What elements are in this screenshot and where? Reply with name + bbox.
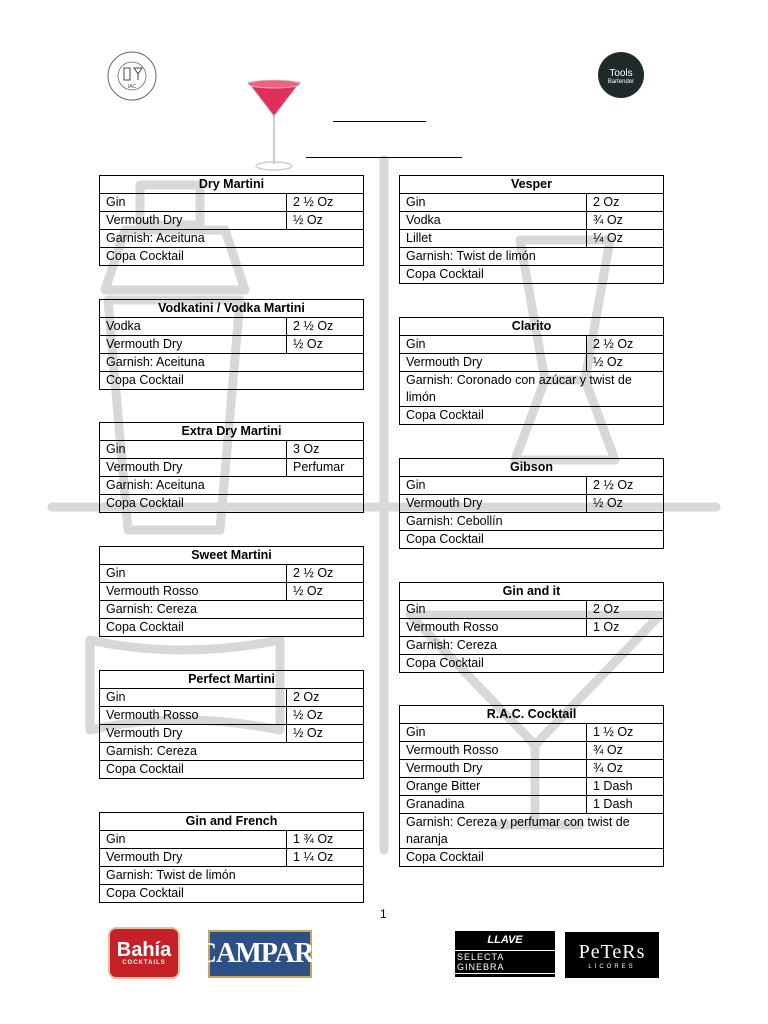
glassware: Copa Cocktail bbox=[400, 407, 664, 425]
recipe-title: Dry Martini bbox=[100, 176, 364, 194]
title-line-1 bbox=[333, 121, 426, 122]
garnish: Garnish: Cereza y perfumar con twist de naranja bbox=[400, 814, 664, 849]
recipe-gin-and-french bbox=[99, 812, 364, 903]
ingredient: Vermouth Rosso bbox=[400, 619, 587, 637]
recipe-title: Vesper bbox=[400, 176, 664, 194]
ingredient: Gin bbox=[100, 565, 287, 583]
garnish: Garnish: Cebollín bbox=[400, 513, 664, 531]
llave-subtext: SELECTA GINEBRA bbox=[455, 950, 555, 974]
amount: 2 Oz bbox=[587, 601, 664, 619]
garnish: Garnish: Twist de limón bbox=[100, 867, 364, 885]
ingredient: Vermouth Dry bbox=[400, 354, 587, 372]
ingredient: Vermouth Dry bbox=[100, 212, 287, 230]
bahia-subtext: COCKTAILS bbox=[122, 960, 166, 966]
ingredient: Orange Bitter bbox=[400, 778, 587, 796]
bahia-logo bbox=[108, 927, 180, 979]
amount: ½ Oz bbox=[287, 707, 364, 725]
peters-text: PeTeRs bbox=[578, 940, 646, 963]
amount: Perfumar bbox=[287, 459, 364, 477]
recipe-title: Vodkatini / Vodka Martini bbox=[100, 300, 364, 318]
recipe-extra-dry-martini bbox=[99, 422, 364, 513]
recipe-dry-martini bbox=[99, 175, 364, 266]
amount: 1 ¾ Oz bbox=[287, 831, 364, 849]
peters-subtext: LICORES bbox=[588, 963, 636, 970]
ingredient: Vermouth Rosso bbox=[100, 583, 287, 601]
amount: ½ Oz bbox=[287, 212, 364, 230]
amount: 1 Oz bbox=[587, 619, 664, 637]
garnish: Garnish: Cereza bbox=[100, 601, 364, 619]
amount: 3 Oz bbox=[287, 441, 364, 459]
bahia-text: Bahía bbox=[116, 939, 172, 961]
amount: ¾ Oz bbox=[587, 742, 664, 760]
amount: ½ Oz bbox=[287, 336, 364, 354]
tools-bartender-logo bbox=[598, 52, 644, 98]
page-number: 1 bbox=[380, 907, 387, 921]
recipe-title: Clarito bbox=[400, 318, 664, 336]
llave-logo bbox=[455, 931, 555, 977]
garnish: Garnish: Aceituna bbox=[100, 354, 364, 372]
recipe-gin-and-it bbox=[399, 582, 664, 673]
ingredient: Vodka bbox=[100, 318, 287, 336]
instituto-argentino-logo bbox=[104, 48, 160, 104]
garnish: Garnish: Twist de limón bbox=[400, 248, 664, 266]
garnish: Garnish: Cereza bbox=[100, 743, 364, 761]
recipe-perfect-martini bbox=[99, 670, 364, 779]
glassware: Copa Cocktail bbox=[100, 885, 364, 903]
amount: 2 ½ Oz bbox=[587, 477, 664, 495]
recipe-rac-cocktail bbox=[399, 705, 664, 867]
recipe-sweet-martini bbox=[99, 546, 364, 637]
amount: 2 Oz bbox=[587, 194, 664, 212]
garnish: Garnish: Aceituna bbox=[100, 477, 364, 495]
svg-text:IAC: IAC bbox=[127, 84, 137, 90]
recipe-title: Gin and French bbox=[100, 813, 364, 831]
amount: 1 ¼ Oz bbox=[287, 849, 364, 867]
ingredient: Vermouth Dry bbox=[100, 849, 287, 867]
ingredient: Vermouth Rosso bbox=[100, 707, 287, 725]
ingredient: Gin bbox=[100, 194, 287, 212]
glassware: Copa Cocktail bbox=[400, 849, 664, 867]
amount: 2 ½ Oz bbox=[287, 565, 364, 583]
glassware: Copa Cocktail bbox=[100, 619, 364, 637]
recipe-title: Gin and it bbox=[400, 583, 664, 601]
glassware: Copa Cocktail bbox=[100, 495, 364, 513]
amount: 1 Dash bbox=[587, 778, 664, 796]
title-line-2 bbox=[306, 157, 462, 158]
glassware: Copa Cocktail bbox=[400, 266, 664, 284]
glassware: Copa Cocktail bbox=[100, 372, 364, 390]
amount: 1 ½ Oz bbox=[587, 724, 664, 742]
ingredient: Gin bbox=[400, 336, 587, 354]
amount: ¾ Oz bbox=[587, 212, 664, 230]
glassware: Copa Cocktail bbox=[400, 655, 664, 673]
ingredient: Gin bbox=[400, 194, 587, 212]
ingredient: Gin bbox=[100, 689, 287, 707]
amount: ¾ Oz bbox=[587, 760, 664, 778]
ingredient: Vodka bbox=[400, 212, 587, 230]
campari-logo bbox=[196, 930, 324, 978]
logo-bartender-text: Bartender bbox=[607, 79, 635, 85]
recipe-clarito bbox=[399, 317, 664, 425]
recipe-title: Gibson bbox=[400, 459, 664, 477]
recipe-gibson bbox=[399, 458, 664, 549]
llave-text: LLAVE bbox=[487, 934, 523, 946]
ingredient: Lillet bbox=[400, 230, 587, 248]
ingredient: Gin bbox=[100, 441, 287, 459]
ingredient: Gin bbox=[400, 724, 587, 742]
cosmopolitan-glass-image bbox=[244, 76, 304, 176]
ingredient: Vermouth Rosso bbox=[400, 742, 587, 760]
campari-text: CAMPARI bbox=[196, 938, 324, 969]
amount: 1 Dash bbox=[587, 796, 664, 814]
ingredient: Vermouth Dry bbox=[100, 725, 287, 743]
glassware: Copa Cocktail bbox=[400, 531, 664, 549]
recipe-title: Extra Dry Martini bbox=[100, 423, 364, 441]
ingredient: Gin bbox=[400, 601, 587, 619]
amount: ½ Oz bbox=[287, 725, 364, 743]
garnish: Garnish: Aceituna bbox=[100, 230, 364, 248]
amount: ½ Oz bbox=[587, 354, 664, 372]
recipe-vodkatini bbox=[99, 299, 364, 390]
peters-logo bbox=[565, 932, 659, 978]
garnish: Garnish: Cereza bbox=[400, 637, 664, 655]
ingredient: Granadina bbox=[400, 796, 587, 814]
recipe-title: R.A.C. Cocktail bbox=[400, 706, 664, 724]
amount: 2 ½ Oz bbox=[287, 194, 364, 212]
amount: 2 ½ Oz bbox=[587, 336, 664, 354]
ingredient: Vermouth Dry bbox=[100, 459, 287, 477]
amount: 2 ½ Oz bbox=[287, 318, 364, 336]
ingredient: Vermouth Dry bbox=[400, 495, 587, 513]
amount: ½ Oz bbox=[287, 583, 364, 601]
recipe-title: Perfect Martini bbox=[100, 671, 364, 689]
recipe-vesper bbox=[399, 175, 664, 284]
ingredient: Gin bbox=[100, 831, 287, 849]
ingredient: Gin bbox=[400, 477, 587, 495]
recipe-title: Sweet Martini bbox=[100, 547, 364, 565]
ingredient: Vermouth Dry bbox=[400, 760, 587, 778]
amount: ¼ Oz bbox=[587, 230, 664, 248]
glassware: Copa Cocktail bbox=[100, 761, 364, 779]
logo-tools-text: Tools bbox=[609, 68, 633, 79]
ingredient: Vermouth Dry bbox=[100, 336, 287, 354]
garnish: Garnish: Coronado con azúcar y twist de limón bbox=[400, 372, 664, 407]
amount: ½ Oz bbox=[587, 495, 664, 513]
amount: 2 Oz bbox=[287, 689, 364, 707]
glassware: Copa Cocktail bbox=[100, 248, 364, 266]
